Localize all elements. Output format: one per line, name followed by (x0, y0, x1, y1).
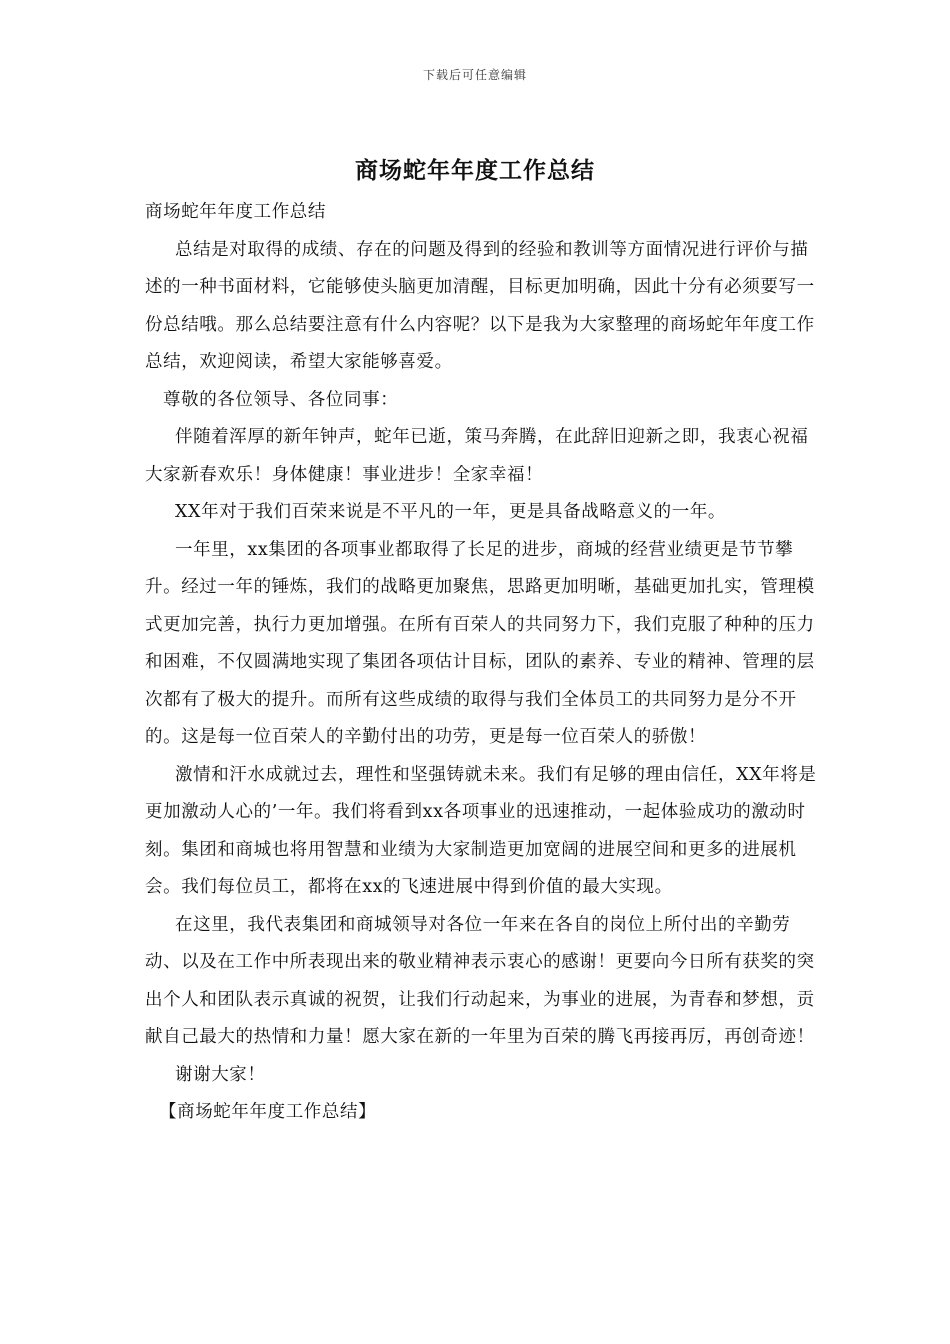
outlook-paragraph: 激情和汗水成就过去，理性和坚强铸就未来。我们有足够的理由信任，XX年将是更加激动人心的’一年。我们将看到xx各项事业的迅速推动，一起体验成功的激动时刻。集团和商城也将用智慧和业绩为大家制造更加宽阔的进展空间和更多的进展机会。我们每位员工，都将在xx的飞速进展中得到价值的最大实现。 (145, 764, 817, 897)
greeting-paragraph: 伴随着浑厚的新年钟声，蛇年已逝，策马奔腾，在此辞旧迎新之即，我衷心祝福大家新春欢乐！身体健康！事业进步！全家幸福！ (145, 427, 809, 485)
thanks-paragraph: 在这里，我代表集团和商城领导对各位一年来在各自的岗位上所付出的辛勤劳动、以及在工作中所表现出来的敬业精神表示衷心的感谢！更要向今日所有获奖的突出个人和团队表示真诚的祝贺，让我们行动起来，为事业的进展，为青春和梦想，贡献自己最大的热情和力量！愿大家在新的一年里为百荣的腾飞再接再厉，再创奇迹！ (145, 914, 815, 1047)
intro-paragraph: 总结是对取得的成绩、存在的问题及得到的经验和教训等方面情况进行评价与描述的一种书面材料，它能够使头脑更加清醒，目标更加明确，因此十分有必须要写一份总结哦。那么总结要注意有什么内容呢？以下是我为大家整理的商场蛇年年度工作总结，欢迎阅读，希望大家能够喜爱。 (145, 239, 815, 372)
achievements-paragraph: 一年里，xx集团的各项事业都取得了长足的进步，商城的经营业绩更是节节攀升。经过一年的锤炼，我们的战略更加聚焦，思路更加明晰，基础更加扎实，管理模式更加完善，执行力更加增强。在所有百荣人的共同努力下，我们克服了种种的压力和困难，不仅圆满地实现了集团各项估计目标，团队的素养、专业的精神、管理的层次都有了极大的提升。而所有这些成绩的取得与我们全体员工的共同努力是分不开的。这是每一位百荣人的辛勤付出的功劳，更是每一位百荣人的骄傲！ (145, 539, 815, 747)
document-title: 商场蛇年年度工作总结 (355, 157, 595, 184)
footer-title-paragraph: 【商场蛇年年度工作总结】 (159, 1102, 377, 1122)
significance-paragraph: XX年对于我们百荣来说是不平凡的一年，更是具备战略意义的一年。 (175, 502, 727, 522)
closing-paragraph: 谢谢大家！ (175, 1064, 266, 1085)
header-note: 下载后可任意编辑 (422, 68, 527, 82)
document-body (145, 194, 825, 1132)
subtitle-paragraph: 商场蛇年年度工作总结 (145, 202, 326, 222)
salutation-paragraph: 尊敬的各位领导、各位同事： (163, 389, 399, 410)
